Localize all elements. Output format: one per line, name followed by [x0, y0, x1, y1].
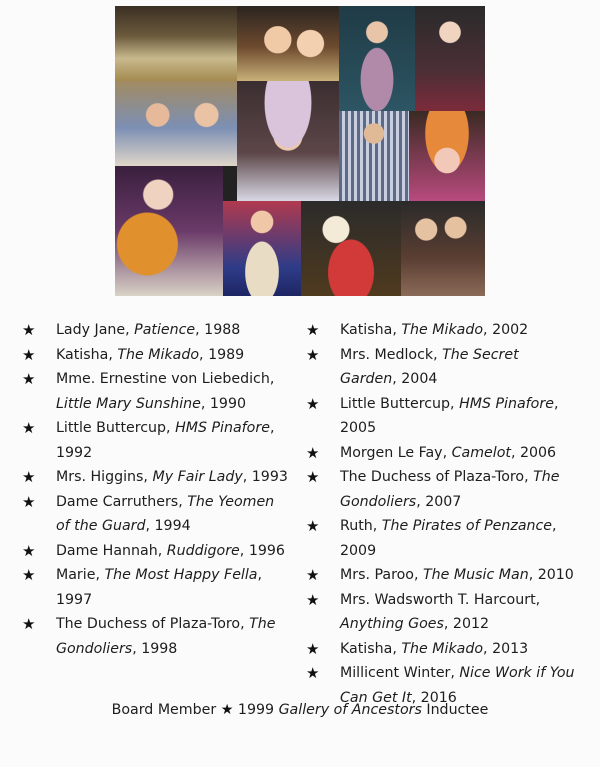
star-icon: ★ — [22, 321, 36, 339]
star-icon: ★ — [306, 590, 320, 609]
role-entry — [306, 318, 576, 343]
role-name: Morgen Le Fay, — [340, 444, 452, 461]
star-icon: ★ — [306, 443, 320, 462]
photo-two-women-blue — [115, 81, 237, 166]
role-year: , 2004 — [392, 371, 438, 387]
role-year: , 1992 — [56, 420, 275, 461]
show-title: Camelot — [451, 444, 511, 461]
role-year: , 2013 — [483, 640, 529, 657]
show-title: HMS Pinafore — [459, 395, 554, 412]
photo-chorus-stage — [115, 6, 237, 81]
role-entry — [22, 539, 292, 564]
show-title: Nice Work if You Can Get It — [340, 665, 575, 706]
role-entry — [22, 490, 292, 539]
role-name: The Duchess of Plaza-Toro, — [56, 616, 250, 632]
role-name: Ruth, — [340, 518, 382, 534]
photo-katisha-scroll — [301, 201, 401, 296]
star-icon: ★ — [306, 468, 320, 486]
photo-couple-costumes — [115, 166, 223, 296]
role-name: Little Buttercup, — [56, 420, 176, 436]
show-title: The Secret Garden — [340, 346, 519, 387]
role-entry — [306, 392, 576, 441]
role-entry — [306, 441, 576, 466]
star-icon: ★ — [306, 664, 320, 682]
photo-woman-lilac-dress — [339, 6, 415, 111]
photo-two-women-hats — [237, 6, 339, 81]
role-name: Mrs. Wadsworth T. Harcourt, — [340, 591, 541, 608]
show-title: My Fair Lady — [152, 469, 243, 485]
star-icon: ★ — [22, 541, 36, 560]
show-title: The Most Happy Fella — [104, 567, 258, 583]
role-name: Katisha, — [340, 322, 402, 338]
role-year: , 1994 — [145, 518, 191, 534]
role-entry — [306, 588, 576, 637]
footer-gallery-title: Gallery of Ancestors — [278, 702, 422, 718]
roles-left-column — [22, 318, 292, 661]
role-name: Lady Jane, — [56, 322, 135, 338]
star-icon: ★ — [306, 566, 320, 584]
show-title: HMS Pinafore — [175, 420, 270, 436]
role-year: , 1997 — [56, 567, 263, 608]
role-name: Mrs. Paroo, — [340, 567, 423, 583]
roles-right-column — [306, 318, 576, 710]
show-title: The Gondoliers — [56, 616, 276, 657]
role-entry — [22, 343, 292, 368]
role-name: The Duchess of Plaza-Toro, — [340, 469, 534, 485]
footer-text-after: Inductee — [421, 702, 489, 718]
role-name: Mrs. Higgins, — [56, 469, 153, 485]
role-entry — [306, 465, 576, 514]
footer-note — [0, 702, 600, 718]
show-title: The Music Man — [423, 567, 529, 583]
photo-woman-dark-gown — [415, 6, 485, 111]
star-icon: ★ — [306, 394, 320, 413]
role-year: , 2007 — [416, 493, 462, 510]
role-name: Dame Hannah, — [56, 542, 167, 559]
role-entry — [22, 318, 292, 343]
role-name: Millicent Winter, — [340, 665, 460, 681]
role-entry — [22, 612, 292, 661]
show-title: Little Mary Sunshine — [56, 395, 201, 412]
role-year: , 1996 — [239, 542, 285, 559]
star-icon: ★ — [22, 370, 36, 388]
role-year: , 1990 — [200, 395, 247, 412]
role-year: , 2016 — [411, 689, 457, 706]
star-icon: ★ — [306, 321, 320, 339]
role-name: Katisha, — [340, 640, 402, 657]
show-title: The Mikado — [117, 346, 200, 363]
show-title: Patience — [134, 322, 196, 338]
show-title: The Mikado — [401, 322, 484, 338]
star-icon: ★ — [220, 702, 234, 718]
role-year: , 2002 — [483, 322, 529, 338]
show-title: The Mikado — [401, 640, 484, 657]
photo-man-striped — [339, 111, 409, 201]
role-name: Marie, — [56, 567, 105, 583]
role-year: , 2010 — [528, 567, 574, 583]
show-title: The Yeomen of the Guard — [56, 493, 275, 534]
footer-text-year: 1999 — [233, 702, 279, 718]
photo-woman-white-hat — [237, 81, 339, 201]
star-icon: ★ — [306, 517, 320, 535]
role-entry — [22, 563, 292, 612]
role-year: , 1998 — [132, 640, 178, 657]
star-icon: ★ — [22, 566, 36, 584]
star-icon: ★ — [22, 615, 36, 633]
role-entry — [22, 367, 292, 416]
star-icon: ★ — [306, 345, 320, 364]
role-year: , 1988 — [195, 322, 241, 338]
footer-text-before: Board Member — [111, 702, 221, 718]
role-entry — [306, 563, 576, 588]
star-icon: ★ — [22, 468, 36, 486]
role-year: , 1989 — [199, 346, 245, 363]
role-year: , 2005 — [340, 395, 559, 436]
role-entry — [306, 343, 576, 392]
show-title: Anything Goes — [340, 616, 444, 632]
role-year: , 2009 — [340, 518, 557, 559]
photo-woman-blue-gown — [223, 201, 301, 296]
role-name: Mrs. Medlock, — [340, 346, 443, 363]
role-year: , 2012 — [443, 616, 490, 632]
role-entry — [306, 637, 576, 662]
photo-group-hats — [401, 201, 485, 296]
role-year: , 2006 — [510, 444, 557, 461]
role-name: Little Buttercup, — [340, 395, 460, 412]
role-year: , 1993 — [242, 469, 288, 485]
role-name: Mme. Ernestine von Liebedich, — [56, 371, 275, 387]
role-name: Katisha, — [56, 346, 118, 363]
show-title: The Gondoliers — [340, 469, 560, 510]
star-icon: ★ — [22, 419, 36, 437]
show-title: Ruddigore — [166, 542, 240, 559]
star-icon: ★ — [306, 639, 320, 658]
photo-woman-orange-wig — [409, 111, 485, 201]
star-icon: ★ — [22, 492, 36, 511]
star-icon: ★ — [22, 345, 36, 364]
role-entry — [22, 416, 292, 465]
show-title: The Pirates of Penzance — [381, 518, 553, 534]
role-entry — [22, 465, 292, 490]
role-name: Dame Carruthers, — [56, 493, 188, 510]
photo-collage — [115, 6, 485, 296]
role-entry — [306, 514, 576, 563]
